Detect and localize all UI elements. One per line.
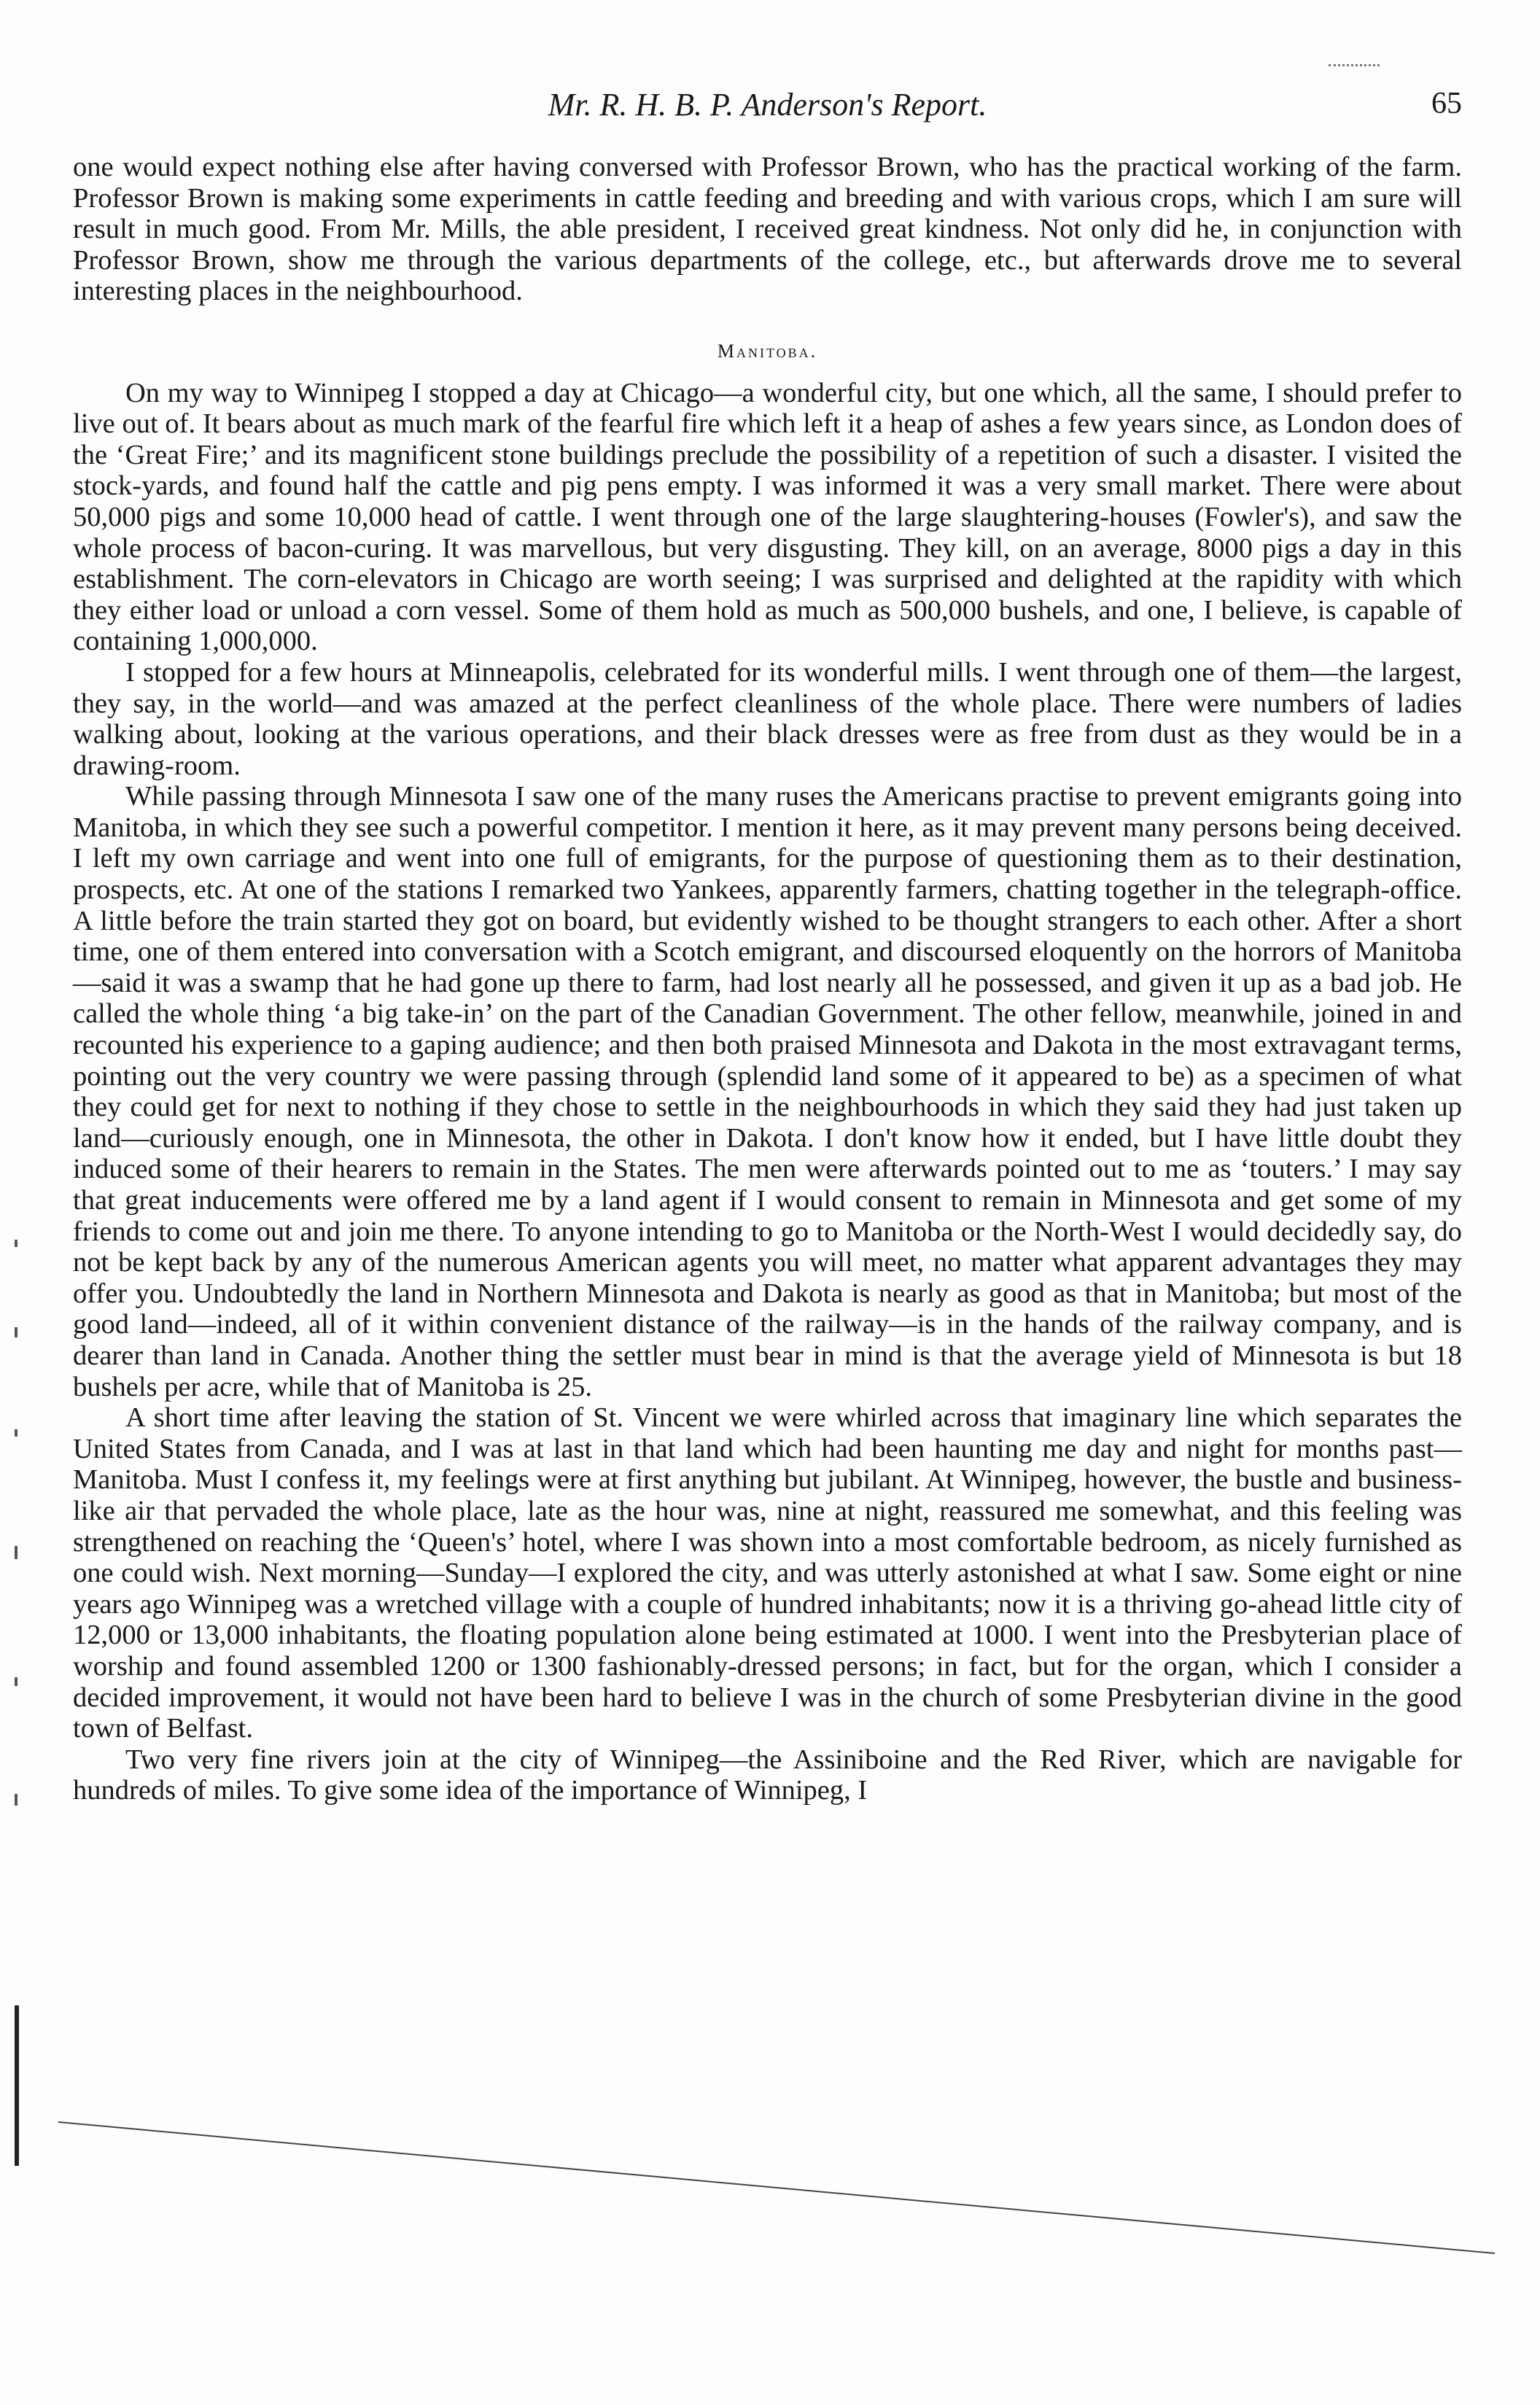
- margin-marks: [15, 1240, 32, 2188]
- margin-tick: [15, 1429, 18, 1437]
- paragraph-2: On my way to Winnipeg I stopped a day at Chicago—a wonderful city, but one which, all the same, I should prefer to live out of. It bears about as much mark of the fearful fire which left it a heap of ashes a few years since, as London does of the ‘Great Fire;’ and its magnificent stone buildings preclude the possibility of a repetition of such a disaster. I visited the stock-yards, and found half the cattle and pig pens empty. I was informed it was a very small market. There were about 50,000 pigs and some 10,000 head of cattle. I went through one of the large slaughtering-houses (Fowler's), and saw the whole process of bacon-curing. It was marvellous, but very disgusting. They kill, on an average, 8000 pigs a day in this establishment. The corn-elevators in Chicago are worth seeing; I was surprised and delighted at the rapidity with which they either load or unload a corn vessel. Some of them hold as much as 500,000 bushels, and one, I believe, is capable of containing 1,000,000.: [73, 377, 1462, 657]
- margin-tick: [15, 1677, 18, 1686]
- section-heading: Manitoba.: [717, 340, 818, 362]
- print-smudge: [1329, 64, 1380, 77]
- margin-bar: [15, 2005, 19, 2166]
- body-text: [73, 152, 1462, 1806]
- paragraph-3: I stopped for a few hours at Minneapolis, celebrated for its wonderful mills. I went through one of them—the largest, they say, in the world—and was amazed at the perfect cleanliness of the whole place. There were numbers of ladies walking about, looking at the various operations, and their black dresses were as free from dust as they would be in a drawing-room.: [73, 656, 1462, 781]
- page-header: [73, 86, 1462, 130]
- paragraph-6: Two very fine rivers join at the city of Winnipeg—the Assiniboine and the Red River, which are navigable for hundreds of miles. To give some idea of the importance of Winnipeg, I: [73, 1744, 1462, 1806]
- margin-tick: [15, 1327, 18, 1337]
- page-number: 65: [1431, 87, 1462, 120]
- running-title: Mr. R. H. B. P. Anderson's Report.: [548, 87, 987, 123]
- margin-tick: [15, 1240, 18, 1247]
- margin-tick: [15, 1546, 18, 1559]
- margin-tick: [15, 1794, 18, 1806]
- pencil-stroke: [44, 2115, 1502, 2261]
- paragraph-4: While passing through Minnesota I saw one of the many ruses the Americans practise to prevent emigrants going into Manitoba, in which they see such a powerful competitor. I mention it here, as it may prevent many persons being deceived. I left my own carriage and went into one full of emigrants, for the purpose of questioning them as to their destination, prospects, etc. At one of the stations I remarked two Yankees, apparently farmers, chatting together in the telegraph-office. A little before the train started they got on board, but evidently wished to be thought strangers to each other. After a short time, one of them entered into conversation with a Scotch emigrant, and discoursed eloquently on the horrors of Manitoba—said it was a swamp that he had gone up there to farm, had lost nearly all he possessed, and given it up as a bad job. He called the whole thing ‘a big take-in’ on the part of the Canadian Government. The other fellow, meanwhile, joined in and recounted his experience to a gaping audience; and then both praised Minnesota and Dakota in the most extravagant terms, pointing out the very country we were passing through (splendid land some of it appeared to be) as a specimen of what they could get for next to nothing if they chose to settle in the neighbourhoods in which they said they had just taken up land—curiously enough, one in Minnesota, the other in Dakota. I don't know how it ended, but I have little doubt they induced some of their hearers to remain in the States. The men were afterwards pointed out to me as ‘touters.’ I may say that great inducements were offered me by a land agent if I would consent to remain in Minnesota and get some of my friends to come out and join me there. To anyone intending to go to Manitoba or the North-West I would decidedly say, do not be kept back by any of the numerous American agents you will meet, no matter what apparent advantages they may offer you. Undoubtedly the land in Northern Minnesota and Dakota is nearly as good as that in Manitoba; but most of the good land—indeed, all of it within convenient distance of the railway—is in the hands of the railway company, and is dearer than land in Canada. Another thing the settler must bear in mind is that the average yield of Minnesota is but 18 bushels per acre, while that of Manitoba is 25.: [73, 781, 1462, 1402]
- paragraph-5: A short time after leaving the station of St. Vincent we were whirled across that imaginary line which separates the United States from Canada, and I was at last in that land which had been haunting me day and night for months past—Manitoba. Must I confess it, my feelings were at first anything but jubilant. At Winnipeg, however, the bustle and business-like air that pervaded the whole place, late as the hour was, nine at night, reassured me somewhat, and this feeling was strengthened on reaching the ‘Queen's’ hotel, where I was shown into a most comfortable bedroom, as nicely furnished as one could wish. Next morning—Sunday—I explored the city, and was utterly astonished at what I saw. Some eight or nine years ago Winnipeg was a wretched village with a couple of hundred inhabitants; now it is a thriving go-ahead little city of 12,000 or 13,000 inhabitants, the floating population alone being estimated at 1000. I went into the Presbyterian place of worship and found assembled 1200 or 1300 fashionably-dressed persons; in fact, but for the organ, which I consider a decided improvement, it would not have been hard to believe I was in the church of some Presbyterian divine in the good town of Belfast.: [73, 1402, 1462, 1744]
- paragraph-1: one would expect nothing else after having conversed with Professor Brown, who has the practical working of the farm. Professor Brown is making some experiments in cattle feeding and breeding and with various crops, which I am sure will result in much good. From Mr. Mills, the able president, I received great kindness. Not only did he, in conjunction with Professor Brown, show me through the various departments of the college, etc., but afterwards drove me to several interesting places in the neighbourhood.: [73, 152, 1462, 307]
